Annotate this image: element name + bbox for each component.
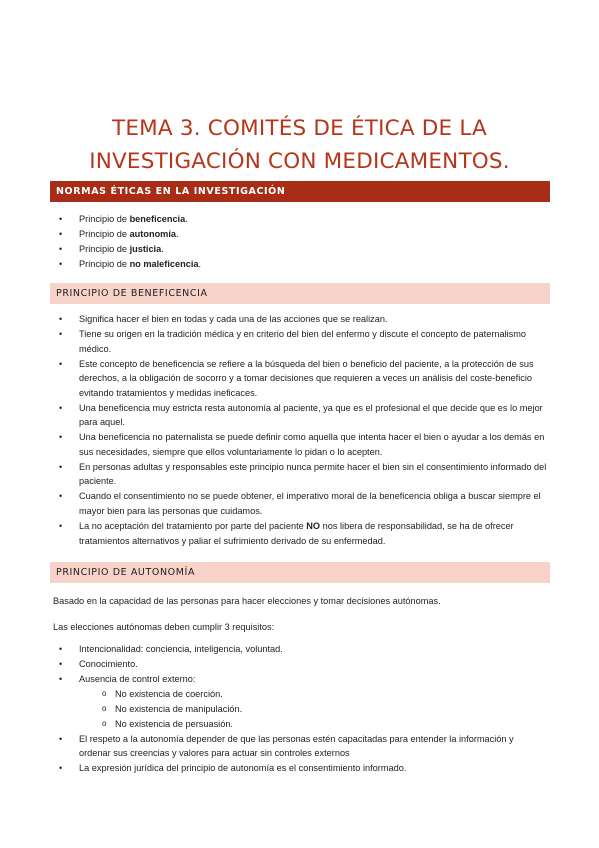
list-item: • Principio de autonomía.: [50, 227, 550, 242]
sub-list-item: o No existencia de coerción.: [79, 687, 547, 702]
list-item: • Principio de no maleficencia.: [50, 257, 550, 272]
beneficencia-list: [50, 312, 547, 549]
list-item: • Tiene su origen en la tradición médica y en criterio del bien del enfermo y discute el concepto de paternalismo médico.: [50, 327, 547, 356]
list-item: • Significa hacer el bien en todas y cada una de las acciones que se realizan.: [50, 312, 547, 327]
normas-list: [50, 212, 550, 272]
list-item: • Principio de justicia.: [50, 242, 550, 257]
list-item: • En personas adultas y responsables este principio nunca permite hacer el bien sin el consentimiento informado del paciente.: [50, 460, 547, 489]
list-item: • La expresión jurídica del principio de autonomía es el consentimiento informado.: [50, 761, 547, 776]
section-heading-normas: NORMAS ÉTICAS EN LA INVESTIGACIÓN: [50, 181, 550, 202]
autonomia-intro: Basado en la capacidad de las personas para hacer elecciones y tomar decisiones autónomas.: [53, 596, 441, 606]
list-item: • La no aceptación del tratamiento por parte del paciente NO nos libera de responsabilidad, se ha de ofrecer tratamientos alternativos y paliar el sufrimiento derivado de su enfermedad.: [50, 519, 547, 548]
list-item: • Este concepto de beneficencia se refiere a la búsqueda del bien o beneficio del paciente, a la protección de sus derechos, a la obligación de socorro y a tomar decisiones que requieren a veces un análisis del coste-beneficio evitando tratamientos y medidas ineficaces.: [50, 357, 547, 401]
list-item: • Cuando el consentimiento no se puede obtener, el imperativo moral de la beneficencia obliga a buscar siempre el mayor bien para las personas que cuidamos.: [50, 489, 547, 518]
section-heading-autonomia: PRINCIPIO DE AUTONOMÍA: [50, 562, 550, 583]
sub-list-item: o No existencia de manipulación.: [79, 702, 547, 717]
list-item: • Una beneficencia no paternalista se puede definir como aquella que intenta hacer el bien o ayudar a los demás en sus necesidades, siempre que ellos voluntariamente lo pidan o lo acepten.: [50, 430, 547, 459]
autonomia-requisitos: Las elecciones autónomas deben cumplir 3 requisitos:: [53, 622, 275, 632]
autonomia-list: [50, 642, 547, 776]
list-item: • Una beneficencia muy estricta resta autonomía al paciente, ya que es el profesional el que decide que es lo mejor para aquel.: [50, 401, 547, 430]
document-title: TEMA 3. COMITÉS DE ÉTICA DE LA INVESTIGACIÓN CON MEDICAMENTOS.: [89, 116, 510, 174]
section-heading-beneficencia: PRINCIPIO DE BENEFICENCIA: [50, 283, 550, 304]
sub-list-item: o No existencia de persuasión.: [79, 717, 547, 732]
list-item: • Conocimiento.: [50, 657, 547, 672]
control-externo-sublist: [79, 687, 547, 732]
list-item: • Principio de beneficencia.: [50, 212, 550, 227]
list-item: • El respeto a la autonomía depender de que las personas estén capacitadas para entender la información y ordenar sus creencias y valores para actuar sin controles externos: [50, 732, 547, 761]
list-item: • Ausencia de control externo: o No existencia de coerción. o No existencia de manipulación. o No existencia de persuasión.: [50, 672, 547, 731]
list-item: • Intencionalidad: conciencia, inteligencia, voluntad.: [50, 642, 547, 657]
